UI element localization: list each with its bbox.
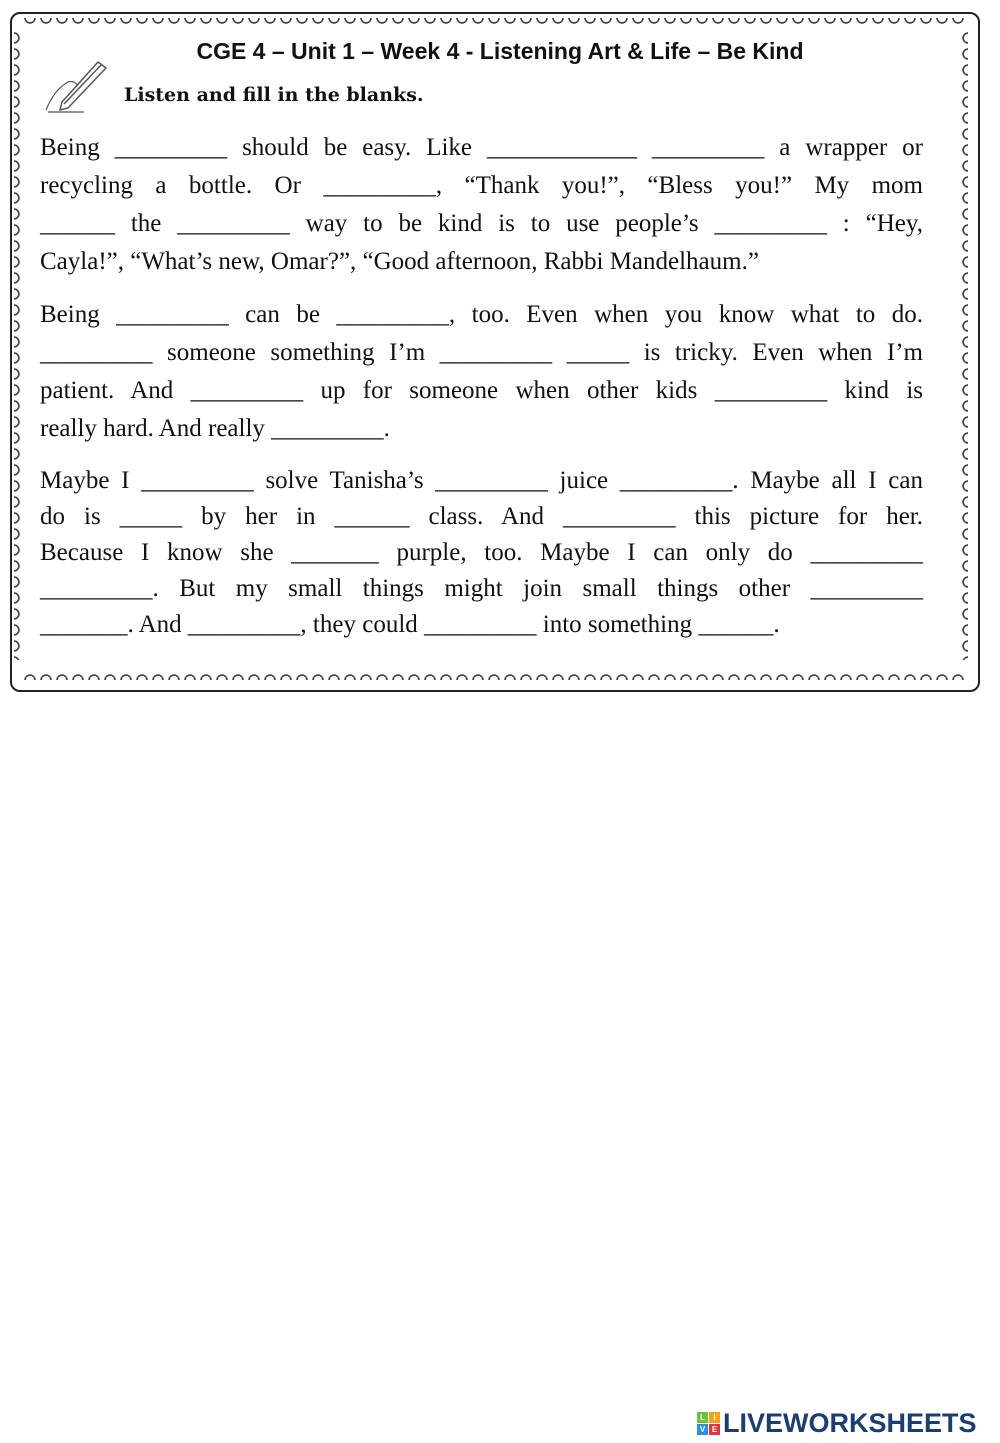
text-line: Being _________ can be _________, too. Even when you know what to do. [40,301,923,328]
text-line: _______. And _________, they could _________ into something ______. [40,611,780,638]
logo-cube-letter: V [697,1424,708,1435]
logo-text: LIVEWORKSHEETS [723,1408,977,1438]
text-line: recycling a bottle. Or _________, “Thank you!”, “Bless you!” My mom [40,172,923,199]
border-scallop-bottom [22,670,968,680]
text-line: ______ the _________ way to be kind is to use people’s _________ : “Hey, [40,210,923,237]
logo-cube-letter: I [709,1412,720,1423]
logo-cube-icon [697,1412,720,1435]
logo-cube-letter: L [697,1412,708,1423]
writing-hand-icon [44,60,108,114]
text-line: patient. And _________ up for someone when other kids _________ kind is [40,377,923,404]
text-line: _________ someone something I’m _________ _____ is tricky. Even when I’m [40,339,923,366]
logo-cube-letter: E [709,1424,720,1435]
text-line: _________. But my small things might join small things other _________ [40,575,923,602]
text-line: Maybe I _________ solve Tanisha’s _________ juice _________. Maybe all I can [40,467,923,494]
text-line: Being _________ should be easy. Like ____________ _________ a wrapper or [40,134,923,161]
instruction-text: Listen and fill in the blanks. [124,84,424,106]
liveworksheets-logo [697,1408,977,1439]
text-line: do is _____ by her in ______ class. And _________ this picture for her. [40,503,923,530]
text-line: Because I know she _______ purple, too. Maybe I can only do _________ [40,539,923,566]
border-scallop-right [958,30,968,660]
border-scallop-left [14,30,24,660]
text-line: really hard. And really _________. [40,415,390,442]
worksheet-title: CGE 4 – Unit 1 – Week 4 - Listening Art & Life – Be Kind [196,38,804,64]
border-scallop-top [22,18,968,28]
text-line: Cayla!”, “What’s new, Omar?”, “Good afternoon, Rabbi Mandelhaum.” [40,248,759,275]
